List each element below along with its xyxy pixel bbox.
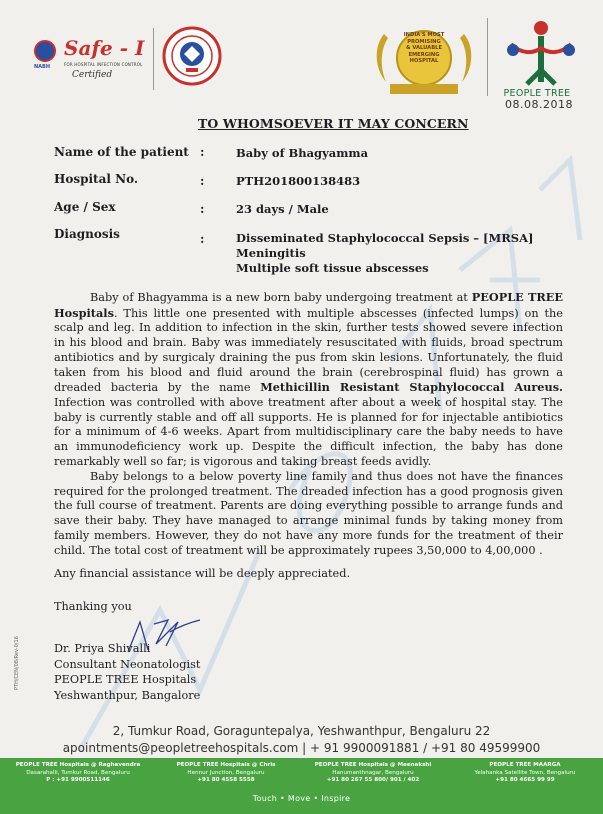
branch-info xyxy=(8,762,148,785)
branch-title: PEOPLE TREE Hospitals @ Chris xyxy=(176,762,276,768)
award-line: EMERGING xyxy=(408,51,440,58)
field-label: Diagnosis xyxy=(54,227,120,241)
field-label: Age / Sex xyxy=(54,200,116,214)
branch-address: Yelahanka Satellite Town, Bengaluru xyxy=(474,769,576,776)
award-line: PROMISING xyxy=(407,38,441,45)
branch-title: PEOPLE TREE Hospitals @ Meenakshi xyxy=(314,762,432,768)
branch-address: Hennur Junction, Bengaluru xyxy=(187,769,265,776)
letter-date: 08.08.2018 xyxy=(505,98,573,111)
field-value: Multiple soft tissue abscesses xyxy=(236,261,429,275)
branch-phone: +91 80 267 55 800/ 901 / 402 xyxy=(326,777,420,783)
branch-phone: +91 80 4665 99 99 xyxy=(495,777,555,783)
branch-phone: +91 80 4558 5558 xyxy=(197,777,255,783)
field-value: Meningitis xyxy=(236,246,306,260)
field-colon: : xyxy=(200,145,205,159)
field-label: Name of the patient xyxy=(54,145,189,159)
document-code: PTH/CEN/08/Rev-0/16 xyxy=(14,636,20,690)
nabh-emblem-icon xyxy=(34,40,56,62)
contact-line: apointments@peopletreehospitals.com | + 91 9900091881 / +91 80 49599900 xyxy=(62,741,541,755)
closing-line: Any financial assistance will be deeply appreciated. xyxy=(54,567,351,580)
paragraph-1 xyxy=(54,290,563,469)
safe-subtitle: FOR HOSPITAL INFECTION CONTROL xyxy=(64,62,143,67)
field-colon: : xyxy=(200,232,205,246)
signatory-line: Consultant Neonatologist xyxy=(54,657,201,671)
safe-nabh-label: NABH xyxy=(34,64,51,70)
thanking-line: Thanking you xyxy=(54,600,132,613)
field-value: 23 days / Male xyxy=(236,202,329,216)
hospital-name-line: PEOPLE TREE xyxy=(503,88,571,99)
branch-address: Dasarahalli, Tumkur Road, Bengaluru xyxy=(26,769,130,776)
header-divider xyxy=(153,28,154,90)
signatory-block xyxy=(54,641,200,703)
safe-certified: Certified xyxy=(72,70,113,80)
field-colon: : xyxy=(200,202,205,216)
footer-bar xyxy=(0,758,603,814)
branch-phone: P : +91 9900511146 xyxy=(46,777,110,783)
award-line: & VALUABLE xyxy=(406,45,442,51)
nabh-seal-icon xyxy=(162,26,222,86)
field-value: Disseminated Staphylococcal Sepsis – [MRSA] xyxy=(236,231,534,245)
letter-heading: TO WHOMSOEVER IT MAY CONCERN xyxy=(198,116,469,131)
header-divider xyxy=(487,18,488,96)
signatory-line: Dr. Priya Shivalli xyxy=(54,642,151,655)
award-line: HOSPITAL xyxy=(409,58,439,64)
footer-tagline: Touch • Move • Inspire xyxy=(252,794,351,803)
branch-title: PEOPLE TREE MAARGA xyxy=(489,762,561,768)
field-colon: : xyxy=(200,174,205,188)
branch-info xyxy=(455,762,595,785)
branch-info xyxy=(303,762,443,785)
field-value: PTH201800138483 xyxy=(236,174,361,188)
field-value: Baby of Bhagyamma xyxy=(236,146,369,160)
branch-address: Hanumanthnagar, Bengaluru xyxy=(332,769,414,776)
para-bold: Methicillin Resistant Staphylococcal Aureus. xyxy=(260,380,563,395)
signatory-line: Yeshwanthpur, Bangalore xyxy=(54,688,201,702)
branch-info xyxy=(156,762,296,785)
branch-title: PEOPLE TREE Hospitals @ Raghavendra xyxy=(15,762,141,768)
field-label: Hospital No. xyxy=(54,172,139,186)
address-line: 2, Tumkur Road, Goraguntepalya, Yeshwanthpur, Bengaluru 22 xyxy=(112,724,491,738)
award-text xyxy=(400,32,448,65)
safe-title: Safe - I xyxy=(64,36,145,60)
para-text: . This little one presented with multiple abscesses (infected lumps) on the scalp and leg. In addition to infection in the skin, further tests showed severe infection in his blood and brain. Baby was immediately resuscitated with fluids, broad spectrum antibiotics and by surgicaly draining the pus from skin lesions. Unfortunately, the fluid taken from his blood and fluid around the brain (cerebrospinal fluid) has grown a dreaded bacteria by the name xyxy=(54,306,563,395)
award-line: INDIA'S MOST xyxy=(403,32,445,38)
para-text: Baby of Bhagyamma is a new born baby undergoing treatment at xyxy=(90,291,472,304)
signatory-line: PEOPLE TREE Hospitals xyxy=(54,673,197,686)
para-bold: PEOPLE TREE Hospitals xyxy=(54,290,563,320)
safe-i-logo xyxy=(30,32,150,92)
paragraph-2: Baby belongs to a below poverty line family and thus does not have the finances required for the prolonged treatment. The dreaded infection has a good prognosis given the full course of treatment. Parents are doing everything possible to arrange funds and save their baby. They have managed to arrange minimal funds by taking money from family members. However, they do not have any more funds for the treatment of their child. The total cost of treatment will be approximately rupees 3,50,000 to 4,00,000 . xyxy=(54,470,563,557)
para-text: Infection was controlled with above treatment after about a week of hospital stay. The baby is currently stable and off all supports. He is planned for for injectable antibiotics for a minimum of 4-6 weeks. Apart from multidisciplinary care the baby needs to have an immunodeficiency work up. Despite the difficult infection, the baby has done remarkably well so far; is vigorous and taking breast feeds avidly. xyxy=(54,395,563,468)
